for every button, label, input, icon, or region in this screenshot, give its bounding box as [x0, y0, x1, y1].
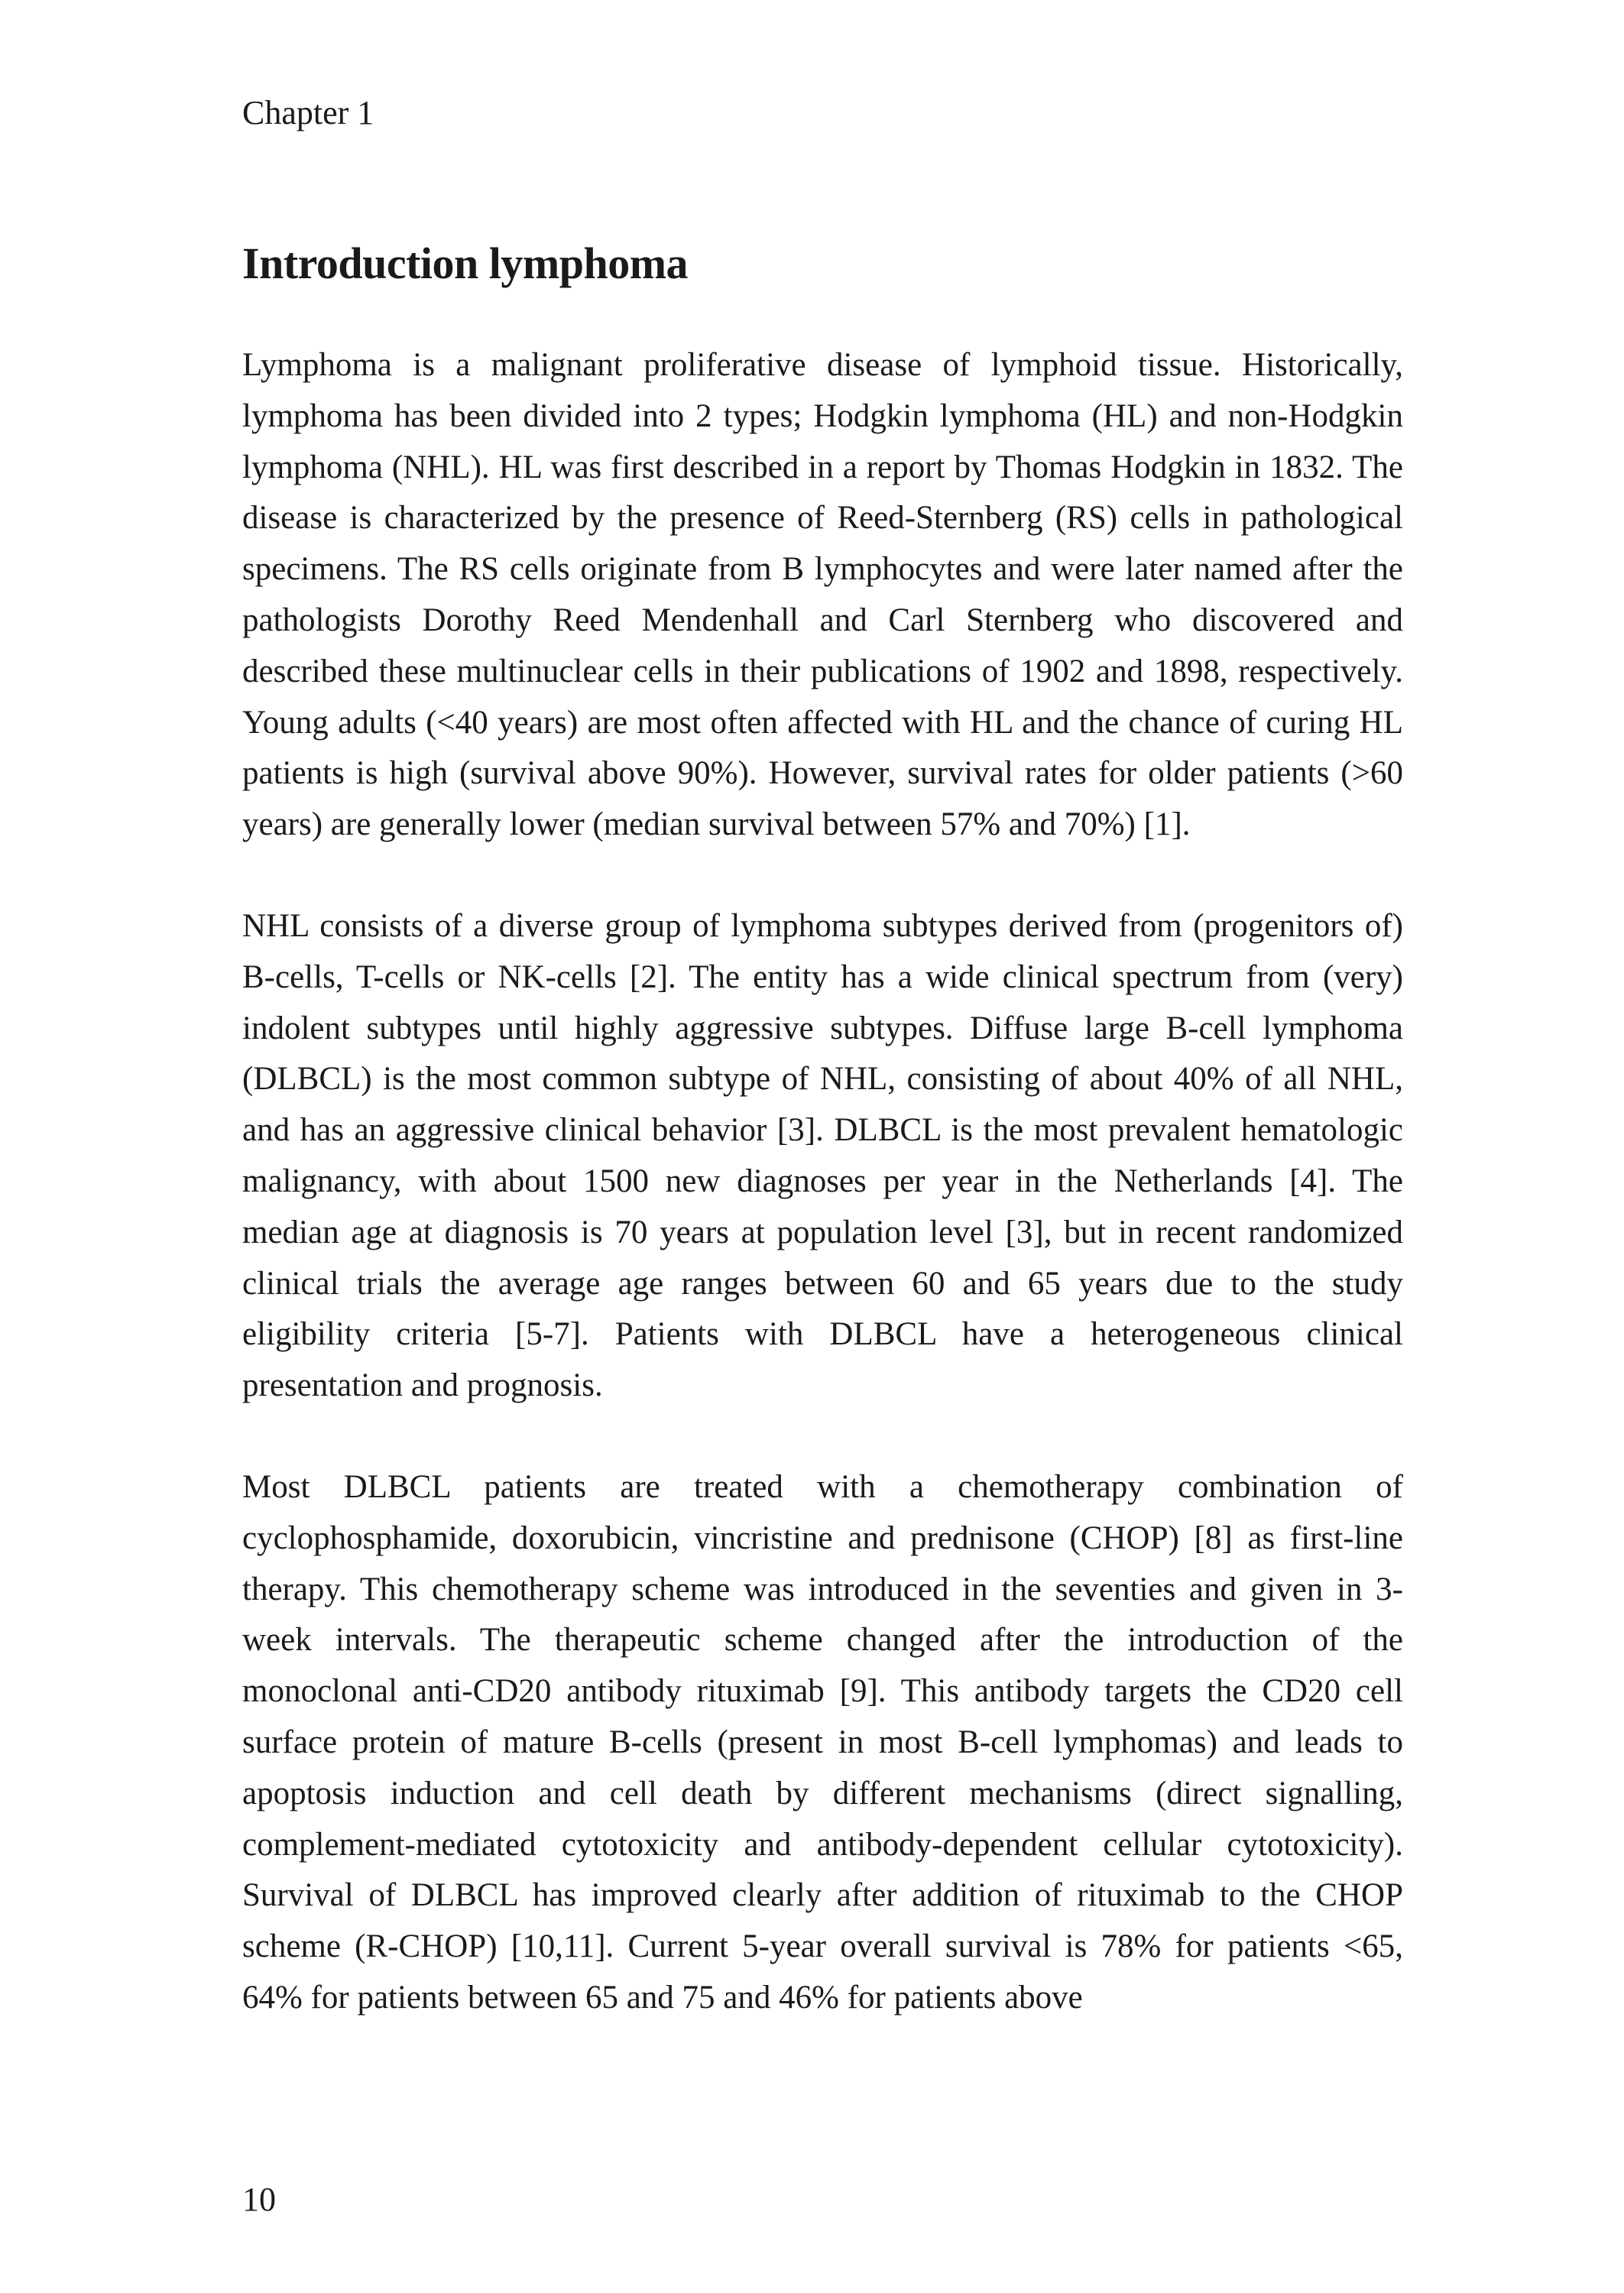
section-title: Introduction lymphoma — [242, 238, 689, 288]
paragraph-hodgkin: Lymphoma is a malignant proliferative disease of lymphoid tissue. Historically, lymphoma has been divided into 2 types; Hodgkin lymphoma (HL) and non-Hodgkin lymphoma (NHL). HL was first described in a report by Thomas Hodgkin in 1832. The disease is characterized by the presence of Reed-Sternberg (RS) cells in pathological specimens. The RS cells originate from B lymphocytes and were later named after the pathologists Dorothy Reed Mendenhall and Carl Sternberg who discovered and described these multinuclear cells in their publications of 1902 and 1898, respectively. Young adults (<40 years) are most often affected with HL and the chance of curing HL patients is high (survival above 90%). However, survival rates for older patients (>60 years) are generally lower (median survival between 57% and 70%) [1]. — [242, 347, 1403, 843]
page-number: 10 — [242, 2181, 276, 2218]
paragraph-treatment: Most DLBCL patients are treated with a chemotherapy combination of cyclophosphamide, doxorubicin, vincristine and prednisone (CHOP) [8] as first-line therapy. This chemotherapy scheme was introduced in the seventies and given in 3-week intervals. The therapeutic scheme changed after the introduction of the monoclonal anti-CD20 antibody rituximab [9]. This antibody targets the CD20 cell surface protein of mature B-cells (present in most B-cell lymphomas) and leads to apoptosis induction and cell death by different mechanisms (direct signalling, complement-mediated cytotoxicity and antibody-dependent cellular cytotoxicity). Survival of DLBCL has improved clearly after addition of rituximab to the CHOP scheme (R-CHOP) [10,11]. Current 5-year overall survival is 78% for patients <65, 64% for patients between 65 and 75 and 46% for patients above — [242, 1468, 1403, 2016]
paragraph-nhl: NHL consists of a diverse group of lymphoma subtypes derived from (progenitors of) B-cells, T-cells or NK-cells [2]. The entity has a wide clinical spectrum from (very) indolent subtypes until highly aggressive subtypes. Diffuse large B-cell lymphoma (DLBCL) is the most common subtype of NHL, consisting of about 40% of all NHL, and has an aggressive clinical behavior [3]. DLBCL is the most prevalent hematologic malignancy, with about 1500 new diagnoses per year in the Netherlands [4]. The median age at diagnosis is 70 years at population level [3], but in recent randomized clinical trials the average age ranges between 60 and 65 years due to the study eligibility criteria [5-7]. Patients with DLBCL have a heterogeneous clinical presentation and prognosis. — [242, 907, 1403, 1404]
body-text — [242, 340, 1403, 2024]
running-head: Chapter 1 — [242, 94, 374, 131]
